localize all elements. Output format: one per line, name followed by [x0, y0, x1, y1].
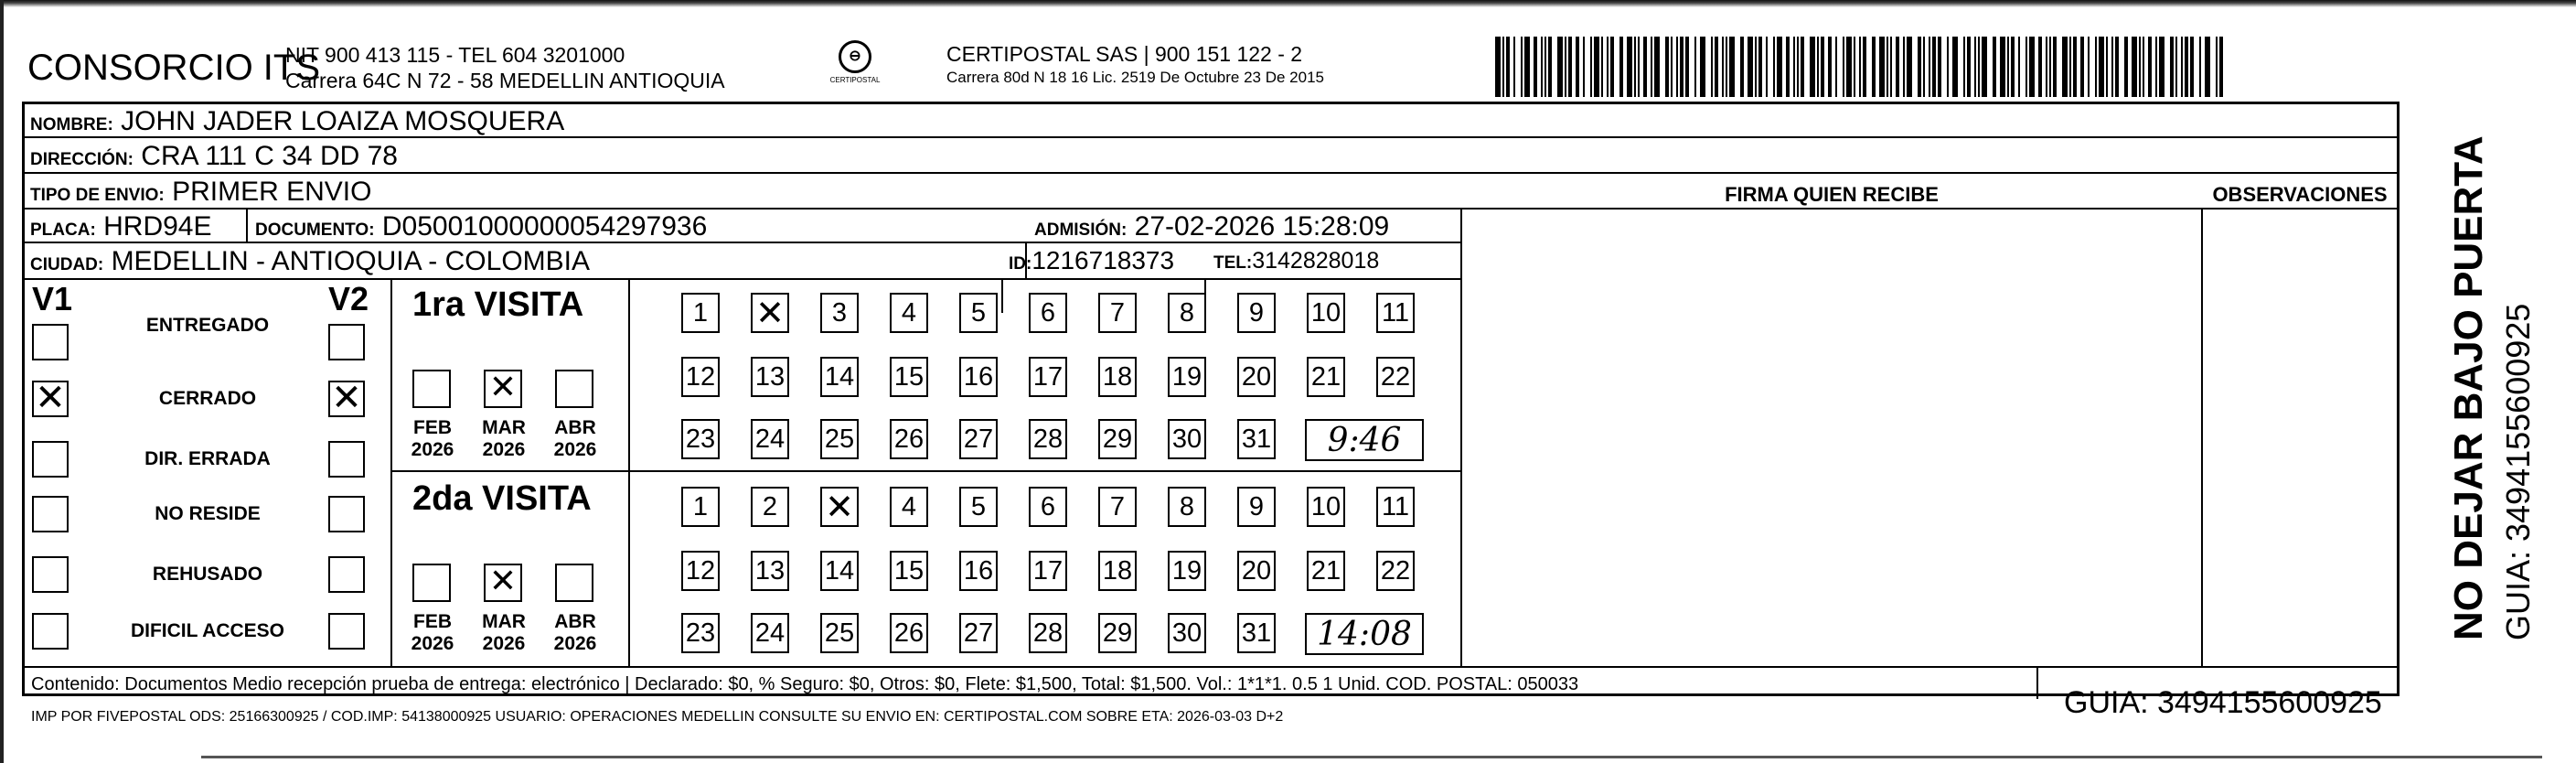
tipo-value: PRIMER ENVIO: [172, 177, 372, 207]
id-label: ID:: [1009, 254, 1032, 274]
month-label: [548, 611, 603, 655]
v1-checkbox[interactable]: [32, 324, 69, 360]
v2-checkbox[interactable]: [328, 441, 365, 478]
v1-checkbox[interactable]: [32, 556, 69, 593]
barcode-gap: [2223, 37, 2227, 97]
day-checkbox[interactable]: 6: [1029, 293, 1067, 333]
side-panel: [2446, 135, 2537, 640]
day-checkbox[interactable]: 13: [751, 357, 789, 397]
day-checkbox[interactable]: 22: [1376, 551, 1415, 591]
v2-label: V2: [328, 280, 369, 317]
day-checkbox[interactable]: 25: [820, 419, 859, 459]
month-checkbox[interactable]: [412, 564, 451, 602]
day-checkbox[interactable]: 5: [959, 487, 998, 527]
ciudad-label: CIUDAD:: [30, 255, 104, 274]
day-checkbox[interactable]: 21: [1307, 551, 1345, 591]
day-checkbox[interactable]: 25: [820, 613, 859, 653]
day-checkbox[interactable]: 29: [1098, 613, 1137, 653]
documento-label: DOCUMENTO:: [255, 220, 375, 240]
day-checkbox[interactable]: 14: [820, 357, 859, 397]
month-checkbox[interactable]: [412, 370, 451, 408]
divider: [25, 208, 2397, 210]
divider: [2036, 666, 2038, 699]
divider: [390, 278, 392, 666]
day-checkbox[interactable]: 28: [1029, 419, 1067, 459]
firma-header: FIRMA QUIEN RECIBE: [1725, 183, 1939, 206]
nombre-label: NOMBRE:: [30, 115, 113, 134]
divider: [2201, 208, 2397, 210]
company-nit: NIT 900 413 115 - TEL 604 3201000: [285, 43, 625, 67]
tipo-label: TIPO DE ENVIO:: [30, 186, 165, 205]
status-label: CERRADO: [158, 388, 257, 409]
v1-checkbox[interactable]: [32, 613, 69, 650]
status-label: DIR. ERRADA: [144, 448, 271, 469]
month-label: [476, 611, 531, 655]
tel-value: 3142828018: [1252, 248, 1380, 274]
documento-row: [255, 211, 707, 242]
side-warning: NO DEJAR BAJO PUERTA: [2446, 135, 2491, 640]
scan-edge-top: [0, 0, 2576, 7]
month-label: [476, 417, 531, 461]
day-checkbox[interactable]: 18: [1098, 551, 1137, 591]
v2-checkbox[interactable]: [328, 496, 365, 532]
certipostal-logo-icon: ⊖: [839, 40, 871, 73]
day-checkbox[interactable]: 11: [1376, 487, 1415, 527]
ciudad-row: [30, 246, 590, 277]
day-checkbox[interactable]: 30: [1168, 613, 1206, 653]
month-checkbox[interactable]: [555, 564, 593, 602]
month-checkbox[interactable]: ✕: [484, 564, 522, 602]
day-checkbox[interactable]: 10: [1307, 293, 1345, 333]
placa-value: HRD94E: [103, 211, 212, 242]
tipo-row: [30, 177, 371, 208]
day-checkbox[interactable]: ✕: [751, 293, 789, 333]
day-checkbox[interactable]: 8: [1168, 293, 1206, 333]
id-row: [1009, 246, 1174, 275]
day-checkbox[interactable]: 4: [890, 293, 928, 333]
v2-checkbox[interactable]: [328, 556, 365, 593]
month-year: 2026: [411, 439, 454, 460]
divider: [628, 278, 630, 666]
nombre-value: JOHN JADER LOAIZA MOSQUERA: [121, 106, 565, 136]
v1-checkbox[interactable]: [32, 496, 69, 532]
month-name: FEB: [413, 417, 452, 438]
day-checkbox[interactable]: 12: [681, 357, 720, 397]
day-checkbox[interactable]: 23: [681, 419, 720, 459]
v2-checkbox[interactable]: [328, 324, 365, 360]
divider: [246, 208, 248, 242]
contenido-line: Contenido: Documentos Medio recepción prueba de entrega: electrónico | Declarado: $0, % Seguro: $0, Otros: $0, Flete: $1,500, Total: $1,500. Vol.: 1*1*1. 0.5 1 Unid. COD. POSTAL: 050033: [31, 674, 1579, 694]
month-name: MAR: [482, 611, 526, 632]
id-value: 1216718373: [1031, 246, 1175, 274]
divider: [25, 278, 1460, 280]
month-label: [405, 417, 460, 461]
observaciones-header: OBSERVACIONES: [2212, 183, 2388, 206]
day-checkbox[interactable]: 17: [1029, 357, 1067, 397]
first-visit-time: 9:46: [1305, 419, 1424, 461]
direccion-label: DIRECCIÓN:: [30, 150, 134, 169]
status-label: NO RESIDE: [155, 503, 261, 524]
certipostal-nit: CERTIPOSTAL SAS | 900 151 122 - 2: [946, 42, 1303, 66]
second-visit-time: 14:08: [1305, 613, 1424, 655]
day-checkbox[interactable]: 15: [890, 357, 928, 397]
guia-footer: GUIA: 3494155600925: [2064, 685, 2382, 720]
day-checkbox[interactable]: 27: [959, 419, 998, 459]
barcode: [1495, 37, 2227, 97]
v2-checkbox[interactable]: [328, 613, 365, 650]
direccion-value: CRA 111 C 34 DD 78: [141, 141, 398, 171]
day-checkbox[interactable]: 31: [1237, 613, 1276, 653]
day-checkbox[interactable]: ✕: [820, 487, 859, 527]
day-checkbox[interactable]: 8: [1168, 487, 1206, 527]
certipostal-info: [946, 42, 1324, 90]
month-label: [548, 417, 603, 461]
divider: [1001, 278, 1003, 313]
day-checkbox[interactable]: 15: [890, 551, 928, 591]
month-checkbox[interactable]: ✕: [484, 370, 522, 408]
day-checkbox[interactable]: 31: [1237, 419, 1276, 459]
day-checkbox[interactable]: 19: [1168, 551, 1206, 591]
month-year: 2026: [411, 633, 454, 654]
day-checkbox[interactable]: 23: [681, 613, 720, 653]
day-checkbox[interactable]: 30: [1168, 419, 1206, 459]
documento-value: D05001000000054297936: [381, 211, 708, 242]
day-checkbox[interactable]: 7: [1098, 487, 1137, 527]
imp-line: IMP POR FIVEPOSTAL ODS: 25166300925 / COD.IMP: 54138000925 USUARIO: OPERACIONES MEDELLIN CONSULTE SU ENVIO EN: CERTIPOSTAL.COM SOBRE ETA: 2026-03-03 D+2: [31, 709, 1284, 725]
day-checkbox[interactable]: 5: [959, 293, 998, 333]
day-checkbox[interactable]: 4: [890, 487, 928, 527]
admision-row: [1034, 211, 1389, 242]
certipostal-license: Carrera 80d N 18 16 Lic. 2519 De Octubre 23 De 2015: [946, 69, 1324, 86]
first-visit-title: 1ra VISITA: [412, 285, 584, 324]
admision-value: 27-02-2026 15:28:09: [1134, 211, 1390, 242]
day-checkbox[interactable]: 22: [1376, 357, 1415, 397]
divider: [2201, 208, 2203, 666]
day-checkbox[interactable]: 1: [681, 487, 720, 527]
scan-edge-left: [0, 0, 4, 763]
certipostal-logo-text: CERTIPOSTAL: [829, 76, 881, 84]
day-checkbox[interactable]: 26: [890, 419, 928, 459]
month-year: 2026: [482, 439, 526, 460]
direccion-row: [30, 141, 398, 172]
delivery-form: [22, 102, 2400, 696]
day-checkbox[interactable]: 21: [1307, 357, 1345, 397]
day-checkbox[interactable]: 26: [890, 613, 928, 653]
day-checkbox[interactable]: 24: [751, 419, 789, 459]
certipostal-logo: [828, 40, 882, 97]
month-name: FEB: [413, 611, 452, 632]
ciudad-value: MEDELLIN - ANTIOQUIA - COLOMBIA: [111, 246, 590, 276]
v1-checkbox[interactable]: [32, 441, 69, 478]
day-checkbox[interactable]: 7: [1098, 293, 1137, 333]
month-name: ABR: [554, 611, 596, 632]
day-checkbox[interactable]: 12: [681, 551, 720, 591]
day-checkbox[interactable]: 17: [1029, 551, 1067, 591]
day-checkbox[interactable]: 16: [959, 551, 998, 591]
day-checkbox[interactable]: 16: [959, 357, 998, 397]
v1-label: V1: [32, 280, 73, 317]
company-info: [285, 42, 725, 93]
company-name: CONSORCIO ITS: [27, 48, 321, 88]
status-label: DIFICIL ACCESO: [130, 620, 284, 641]
day-checkbox[interactable]: 3: [820, 293, 859, 333]
day-checkbox[interactable]: 1: [681, 293, 720, 333]
month-year: 2026: [553, 439, 597, 460]
day-checkbox[interactable]: 11: [1376, 293, 1415, 333]
day-checkbox[interactable]: 2: [751, 487, 789, 527]
month-name: MAR: [482, 417, 526, 438]
divider: [25, 172, 2397, 174]
tel-row: [1213, 248, 1379, 274]
day-checkbox[interactable]: 9: [1237, 487, 1276, 527]
second-visit-title: 2da VISITA: [412, 479, 592, 518]
day-checkbox[interactable]: 29: [1098, 419, 1137, 459]
v2-checkbox[interactable]: ✕: [328, 381, 365, 417]
tel-label: TEL:: [1213, 253, 1253, 273]
day-checkbox[interactable]: 20: [1237, 357, 1276, 397]
day-checkbox[interactable]: 27: [959, 613, 998, 653]
v1-checkbox[interactable]: ✕: [32, 381, 69, 417]
month-year: 2026: [553, 633, 597, 654]
day-checkbox[interactable]: 20: [1237, 551, 1276, 591]
month-year: 2026: [482, 633, 526, 654]
day-checkbox[interactable]: 10: [1307, 487, 1345, 527]
month-name: ABR: [554, 417, 596, 438]
month-label: [405, 611, 460, 655]
company-address: Carrera 64C N 72 - 58 MEDELLIN ANTIOQUIA: [285, 69, 725, 92]
day-checkbox[interactable]: 9: [1237, 293, 1276, 333]
admision-label: ADMISIÓN:: [1034, 220, 1128, 240]
day-checkbox[interactable]: 24: [751, 613, 789, 653]
placa-row: [30, 211, 212, 242]
status-label: REHUSADO: [152, 564, 263, 585]
divider: [1460, 208, 1462, 666]
day-checkbox[interactable]: 19: [1168, 357, 1206, 397]
day-checkbox[interactable]: 13: [751, 551, 789, 591]
day-checkbox[interactable]: 6: [1029, 487, 1067, 527]
status-label: ENTREGADO: [145, 315, 270, 336]
nombre-row: [30, 106, 564, 137]
placa-label: PLACA:: [30, 220, 96, 240]
side-guia: GUIA: 3494155600925: [2499, 303, 2537, 640]
day-checkbox[interactable]: 28: [1029, 613, 1067, 653]
scan-edge-bottom: [201, 756, 2542, 758]
divider: [390, 470, 1460, 472]
month-checkbox[interactable]: [555, 370, 593, 408]
day-checkbox[interactable]: 18: [1098, 357, 1137, 397]
divider: [25, 666, 2397, 668]
day-checkbox[interactable]: 14: [820, 551, 859, 591]
